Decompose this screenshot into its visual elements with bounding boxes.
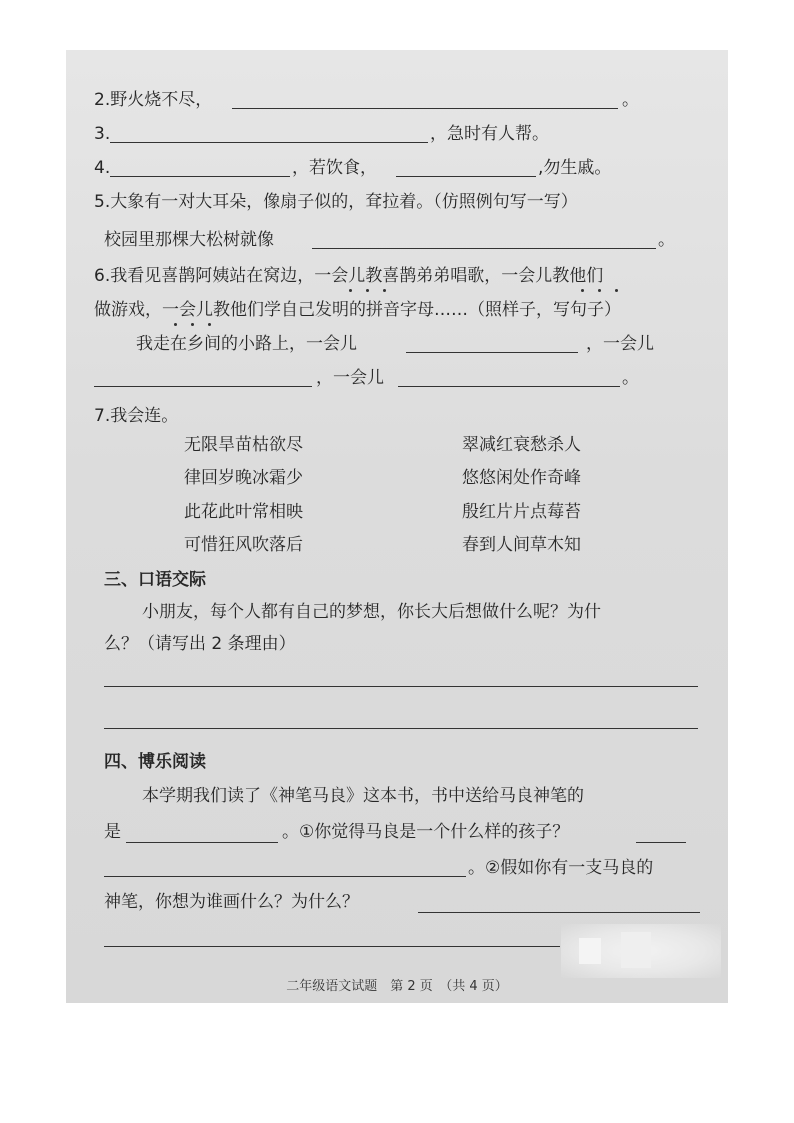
section3-answer-line-1[interactable] xyxy=(104,686,698,687)
q6-line3-start: 我走在乡间的小路上，一会儿 xyxy=(136,334,357,354)
emphasis-dot xyxy=(191,323,194,326)
emphasis-dot xyxy=(208,323,211,326)
q4-blank-1[interactable] xyxy=(110,176,290,177)
section4-text-line2a: 是 xyxy=(104,822,121,842)
blur-block xyxy=(621,932,651,968)
section4-blank-1[interactable] xyxy=(126,842,278,843)
emphasis-dot xyxy=(366,289,369,292)
q6-end: 。 xyxy=(622,368,639,388)
blur-watermark xyxy=(561,924,721,978)
q7-right-item[interactable]: 悠悠闲处作奇峰 xyxy=(462,468,581,488)
page-footer: 二年级语文试题 第 2 页 （共 4 页） xyxy=(286,979,508,994)
q2-end: 。 xyxy=(622,90,639,110)
exam-page xyxy=(66,50,728,1003)
emphasis-dot xyxy=(615,289,618,292)
q7-right-item[interactable]: 殷红片片点莓苔 xyxy=(462,502,581,522)
section3-answer-line-2[interactable] xyxy=(104,728,698,729)
section3-text-line2: 么？（请写出 2 条理由） xyxy=(104,634,296,654)
section4-blank-3[interactable] xyxy=(104,876,466,877)
emphasis-dot xyxy=(349,289,352,292)
emphasis-dot xyxy=(598,289,601,292)
q7-title: 7.我会连。 xyxy=(94,406,179,426)
q6-blank-1[interactable] xyxy=(406,352,578,353)
section4-text-line1: 本学期我们读了《神笔马良》这本书，书中送给马良神笔的 xyxy=(142,786,584,806)
q6-blank-3[interactable] xyxy=(398,386,620,387)
q7-right-item[interactable]: 翠减红衰愁杀人 xyxy=(462,435,581,455)
section4-text-line3: 。②假如你有一支马良的 xyxy=(468,858,654,878)
q3-blank[interactable] xyxy=(110,142,428,143)
section4-blank-2[interactable] xyxy=(636,842,686,843)
q6-blank-2[interactable] xyxy=(94,386,312,387)
q4-blank-2[interactable] xyxy=(396,176,536,177)
q6-prompt-line1: 6.我看见喜鹊阿姨站在窝边，一会儿教喜鹊弟弟唱歌，一会儿教他们 xyxy=(94,266,604,286)
q3-prefix: 3. xyxy=(94,124,111,144)
q4-prefix: 4. xyxy=(94,158,111,178)
section4-blank-4[interactable] xyxy=(418,912,700,913)
q5-end: 。 xyxy=(658,230,675,250)
q4-mid: ，若饮食， xyxy=(292,158,377,178)
q3-suffix: ，急时有人帮。 xyxy=(430,124,549,144)
q7-right-item[interactable]: 春到人间草木知 xyxy=(462,535,581,555)
blur-block xyxy=(579,938,601,964)
q7-left-item[interactable]: 律回岁晚冰霜少 xyxy=(184,468,303,488)
q2-prefix: 2.野火烧不尽， xyxy=(94,90,213,110)
emphasis-dot xyxy=(581,289,584,292)
section3-title: 三、口语交际 xyxy=(104,570,206,590)
emphasis-dot xyxy=(174,323,177,326)
emphasis-dot xyxy=(383,289,386,292)
q6-line4-mid: ，一会儿 xyxy=(316,368,384,388)
q7-left-item[interactable]: 此花此叶常相映 xyxy=(184,502,303,522)
q7-left-item[interactable]: 无限旱苗枯欲尽 xyxy=(184,435,303,455)
q6-prompt-line2: 做游戏，一会儿教他们学自己发明的拼音字母……（照样子，写句子） xyxy=(94,300,621,320)
section4-text-line4: 神笔，你想为谁画什么？为什么？ xyxy=(104,892,359,912)
q5-prompt: 5.大象有一对大耳朵，像扇子似的，耷拉着。（仿照例句写一写） xyxy=(94,192,578,212)
section3-text-line1: 小朋友，每个人都有自己的梦想，你长大后想做什么呢？为什 xyxy=(142,602,601,622)
q2-blank[interactable] xyxy=(232,108,618,109)
q4-suffix: ,勿生戚。 xyxy=(538,158,612,178)
section4-blank-5[interactable] xyxy=(104,946,560,947)
section4-text-line2b: 。①你觉得马良是一个什么样的孩子？ xyxy=(282,822,570,842)
q7-left-item[interactable]: 可惜狂风吹落后 xyxy=(184,535,303,555)
section4-title: 四、博乐阅读 xyxy=(104,752,206,772)
q6-line3-mid: ，一会儿 xyxy=(586,334,654,354)
q5-blank[interactable] xyxy=(312,248,656,249)
q5-line2: 校园里那棵大松树就像 xyxy=(104,230,274,250)
